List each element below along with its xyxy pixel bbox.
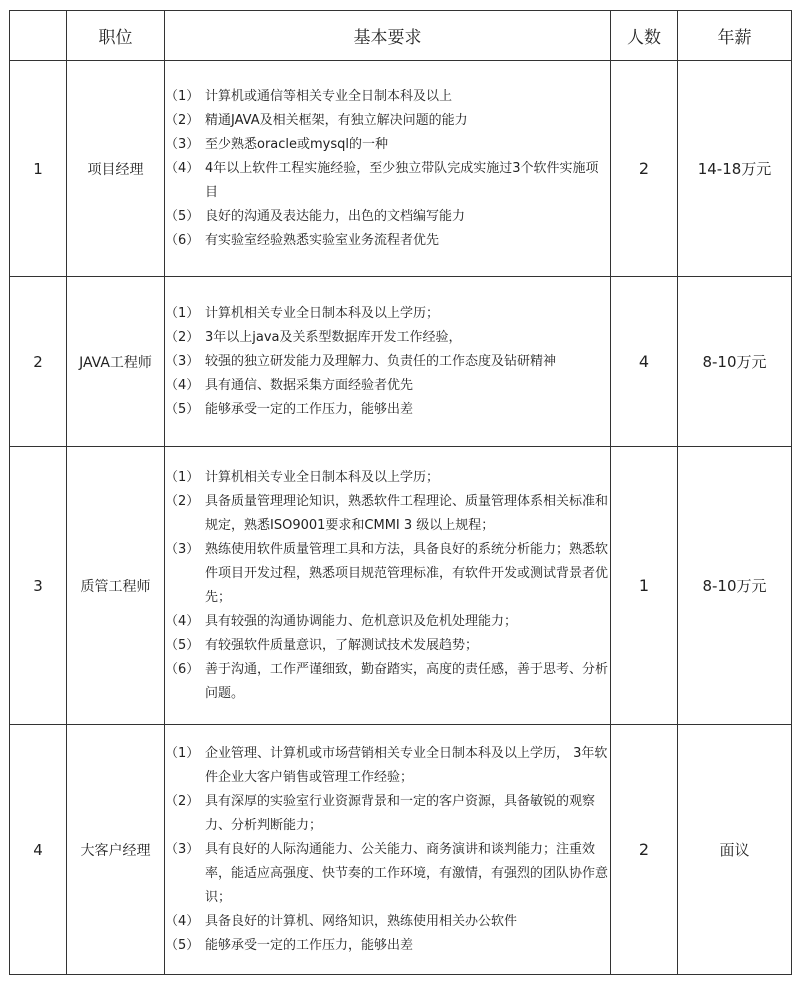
requirement-number: （4）	[165, 913, 200, 929]
requirements-list	[165, 742, 610, 958]
row-number: 3	[10, 447, 67, 725]
requirements-list	[165, 466, 610, 706]
annual-salary: 8-10万元	[678, 447, 792, 725]
requirement-text: 3年以上java及关系型数据库开发工作经验，	[205, 329, 462, 345]
requirement-item	[165, 398, 610, 422]
header-requirements: 基本要求	[165, 11, 611, 61]
requirement-text: 具备良好的计算机、网络知识，熟练使用相关办公软件	[205, 913, 518, 929]
requirement-item	[165, 374, 610, 398]
requirement-item	[165, 742, 610, 790]
requirement-item	[165, 838, 610, 910]
requirements-list	[165, 85, 610, 253]
requirements-cell	[165, 61, 611, 277]
requirement-item	[165, 109, 610, 133]
requirement-text: 善于沟通，工作严谨细致，勤奋踏实，高度的责任感，善于思考、分析问题。	[205, 661, 609, 701]
requirement-number: （2）	[165, 329, 200, 345]
requirement-number: （6）	[165, 661, 200, 677]
requirement-text: 较强的独立研发能力及理解力、负责任的工作态度及钻研精神	[205, 353, 557, 369]
headcount: 1	[611, 447, 678, 725]
row-number: 2	[10, 277, 67, 447]
requirement-number: （4）	[165, 160, 200, 176]
requirement-number: （6）	[165, 232, 200, 248]
requirements-list	[165, 302, 610, 422]
requirement-item	[165, 326, 610, 350]
headcount: 2	[611, 725, 678, 975]
requirement-text: 有较强软件质量意识，了解测试技术发展趋势；	[205, 637, 479, 653]
requirement-item	[165, 490, 610, 538]
table-row	[10, 61, 792, 277]
requirement-number: （5）	[165, 937, 200, 953]
requirement-number: （1）	[165, 469, 200, 485]
table-row	[10, 447, 792, 725]
requirement-text: 4年以上软件工程实施经验，至少独立带队完成实施过3个软件实施项目	[205, 160, 599, 200]
requirement-item	[165, 302, 610, 326]
requirement-item	[165, 910, 610, 934]
requirement-text: 具备质量管理理论知识，熟悉软件工程理论、质量管理体系相关标准和规定，熟悉ISO9001要求和CMMI 3 级以上规程；	[205, 493, 609, 533]
header-headcount: 人数	[611, 11, 678, 61]
requirement-number: （2）	[165, 112, 200, 128]
requirement-item	[165, 466, 610, 490]
requirement-text: 计算机相关专业全日制本科及以上学历；	[205, 469, 440, 485]
row-number: 4	[10, 725, 67, 975]
requirement-text: 具有较强的沟通协调能力、危机意识及危机处理能力；	[205, 613, 518, 629]
annual-salary: 8-10万元	[678, 277, 792, 447]
requirement-number: （4）	[165, 377, 200, 393]
requirement-text: 有实验室经验熟悉实验室业务流程者优先	[205, 232, 440, 248]
requirement-item	[165, 85, 610, 109]
job-requirements-table	[9, 10, 792, 975]
requirement-number: （3）	[165, 841, 200, 857]
position-title: 大客户经理	[67, 725, 165, 975]
requirement-item	[165, 538, 610, 610]
requirement-text: 具有通信、数据采集方面经验者优先	[205, 377, 414, 393]
requirement-text: 计算机或通信等相关专业全日制本科及以上	[205, 88, 453, 104]
requirement-text: 企业管理、计算机或市场营销相关专业全日制本科及以上学历， 3年软件企业大客户销售或管理工作经验；	[205, 745, 608, 785]
headcount: 4	[611, 277, 678, 447]
requirement-item	[165, 634, 610, 658]
requirements-cell	[165, 447, 611, 725]
requirement-item	[165, 229, 610, 253]
requirement-text: 具有深厚的实验室行业资源背景和一定的客户资源，具备敏锐的观察力、分析判断能力；	[205, 793, 596, 833]
requirement-number: （3）	[165, 136, 200, 152]
requirement-number: （4）	[165, 613, 200, 629]
requirement-number: （1）	[165, 305, 200, 321]
headcount: 2	[611, 61, 678, 277]
requirements-cell	[165, 725, 611, 975]
requirement-text: 具有良好的人际沟通能力、公关能力、商务演讲和谈判能力；注重效率，能适应高强度、快节奏的工作环境，有激情，有强烈的团队协作意识；	[205, 841, 609, 905]
requirement-item	[165, 658, 610, 706]
row-number: 1	[10, 61, 67, 277]
header-number	[10, 11, 67, 61]
header-position: 职位	[67, 11, 165, 61]
requirement-number: （1）	[165, 745, 200, 761]
requirement-text: 熟练使用软件质量管理工具和方法，具备良好的系统分析能力；熟悉软件项目开发过程，熟悉项目规范管理标准，有软件开发或测试背景者优先；	[205, 541, 609, 605]
requirement-item	[165, 790, 610, 838]
position-title: 项目经理	[67, 61, 165, 277]
requirement-number: （2）	[165, 493, 200, 509]
requirement-item	[165, 205, 610, 229]
requirement-number: （2）	[165, 793, 200, 809]
requirements-cell	[165, 277, 611, 447]
requirement-number: （5）	[165, 401, 200, 417]
header-salary: 年薪	[678, 11, 792, 61]
requirement-number: （3）	[165, 353, 200, 369]
annual-salary: 14-18万元	[678, 61, 792, 277]
requirement-number: （5）	[165, 208, 200, 224]
position-title: 质管工程师	[67, 447, 165, 725]
requirement-text: 至少熟悉oracle或mysql的一种	[205, 136, 389, 152]
requirement-text: 计算机相关专业全日制本科及以上学历；	[205, 305, 440, 321]
requirement-number: （1）	[165, 88, 200, 104]
requirement-text: 能够承受一定的工作压力，能够出差	[205, 401, 414, 417]
annual-salary: 面议	[678, 725, 792, 975]
table-row	[10, 725, 792, 975]
position-title: JAVA工程师	[67, 277, 165, 447]
requirement-item	[165, 610, 610, 634]
requirement-number: （3）	[165, 541, 200, 557]
requirement-text: 良好的沟通及表达能力，出色的文档编写能力	[205, 208, 466, 224]
requirement-item	[165, 157, 610, 205]
table-header-row	[10, 11, 792, 61]
requirement-item	[165, 133, 610, 157]
requirement-item	[165, 934, 610, 958]
requirement-number: （5）	[165, 637, 200, 653]
requirement-item	[165, 350, 610, 374]
requirement-text: 精通JAVA及相关框架，有独立解决问题的能力	[205, 112, 468, 128]
requirement-text: 能够承受一定的工作压力，能够出差	[205, 937, 414, 953]
table-row	[10, 277, 792, 447]
